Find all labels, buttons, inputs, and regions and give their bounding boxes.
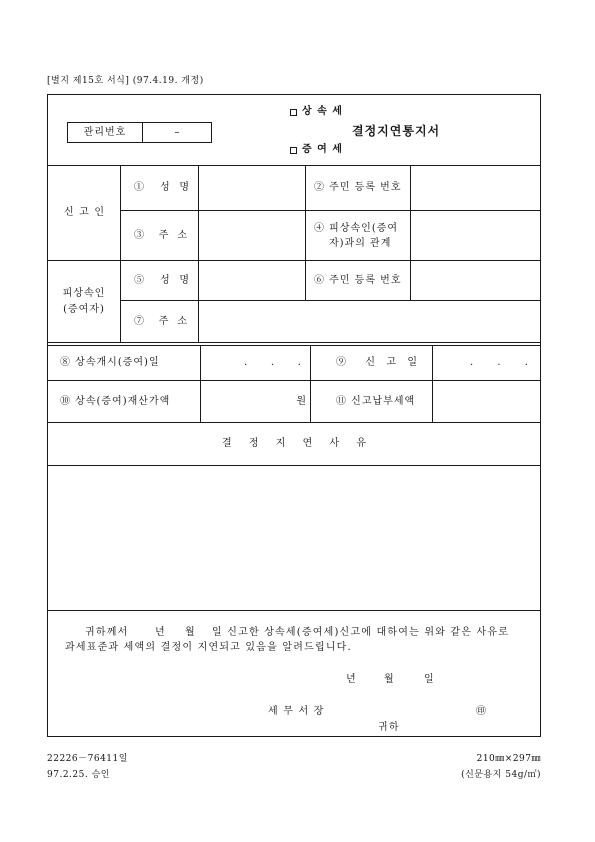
decedent-group-label — [48, 261, 121, 343]
reporter-id-field[interactable] — [411, 166, 540, 211]
management-number-value: – — [174, 126, 180, 138]
filing-date-field[interactable] — [433, 346, 540, 381]
reporter-address-label-text: ③ 주 소 — [134, 229, 187, 241]
inheritance-start-date-field[interactable] — [201, 346, 311, 381]
property-value-label-text: ⑩ 상속(증여)재산가액 — [60, 395, 171, 407]
filing-date-label — [311, 346, 433, 381]
reporter-name-label-text: ① 성 명 — [134, 182, 189, 193]
delay-reason-field[interactable] — [48, 466, 540, 611]
document-title: 결정지연통지서 — [352, 124, 441, 138]
reporter-relation-label-line: 자)과의 관계 — [329, 237, 392, 249]
notice-area — [48, 611, 540, 736]
inheritance-start-date-label-text: ⑧ 상속개시(증여)일 — [60, 357, 160, 368]
form-code: 22226－76411일 — [47, 754, 128, 764]
reporter-name-field[interactable] — [199, 166, 306, 211]
property-value-field[interactable] — [201, 381, 311, 423]
tax-type-option-gift[interactable] — [290, 144, 343, 156]
reporter-relation-label-line: ④ 피상속인(증여 — [314, 222, 399, 234]
decedent-address-label — [121, 301, 199, 343]
date-placeholder: . . . — [244, 357, 301, 368]
reporter-address-field[interactable] — [199, 211, 306, 261]
management-number-label: 관리번호 — [68, 123, 143, 142]
paper-size: 210㎜×297㎜ — [476, 754, 541, 764]
decedent-address-field[interactable] — [199, 301, 540, 343]
date-placeholder: . . . — [470, 357, 528, 368]
reporter-address-label — [121, 211, 199, 261]
notice-month-word: 월 — [185, 627, 196, 638]
currency-unit: 원 — [296, 395, 306, 407]
notice-date-month: 월 — [384, 674, 395, 685]
tax-type-label: 증 여 세 — [302, 144, 343, 155]
reporter-name-label — [121, 166, 199, 211]
filing-date-label-text: ⑨ 신 고 일 — [336, 357, 417, 368]
seal-mark: ㊞ — [476, 706, 488, 717]
property-value-label — [48, 381, 201, 423]
inheritance-start-date-label — [48, 346, 201, 381]
decedent-group-label-line: (증여자) — [63, 303, 105, 315]
tax-type-option-inheritance[interactable] — [290, 106, 343, 118]
decedent-id-label-text: ⑥ 주민 등록 번호 — [314, 274, 402, 286]
notice-text-line: 과세표준과 세액의 결정이 지연되고 있음을 알려드립니다. — [65, 642, 352, 653]
notice-year-word: 년 — [155, 627, 166, 638]
paper-spec: (신문용지 54g/㎡) — [461, 770, 541, 780]
tax-paid-field[interactable] — [433, 381, 540, 423]
form-frame — [47, 94, 541, 737]
addressee-label: 귀하 — [378, 722, 400, 733]
reporter-id-label — [306, 166, 411, 211]
decedent-name-label-text: ⑤ 성 명 — [134, 274, 189, 286]
reporter-relation-label — [306, 211, 411, 261]
reporter-group-text: 신 고 인 — [64, 207, 104, 218]
issuer-label: 세 무 서 장 — [268, 706, 325, 717]
tax-paid-label-text: ⑪ 신고납부세액 — [336, 395, 416, 407]
delay-reason-heading-text: 결 정 지 연 사 유 — [222, 438, 366, 449]
decedent-id-label — [306, 261, 411, 301]
approval-date: 97.2.25. 승인 — [47, 770, 110, 780]
decedent-id-field[interactable] — [411, 261, 540, 301]
notice-date-year: 년 — [346, 674, 357, 685]
decedent-name-field[interactable] — [199, 261, 306, 301]
notice-text-part: 일 신고한 상속세(증여세)신고에 대하여는 위와 같은 사유로 — [212, 627, 510, 638]
decedent-group-label-line: 피상속인 — [62, 287, 106, 299]
tax-type-label: 상 속 세 — [302, 106, 343, 117]
notice-text-part: 귀하께서 — [85, 627, 129, 638]
tax-paid-label — [311, 381, 433, 423]
delay-reason-heading — [48, 423, 540, 466]
checkbox[interactable] — [290, 109, 297, 116]
reporter-relation-field[interactable] — [411, 211, 540, 261]
reporter-group-label — [48, 166, 121, 261]
reporter-id-label-text: ② 주민 등록 번호 — [314, 182, 402, 193]
decedent-name-label — [121, 261, 199, 301]
form-reference-note: [별지 제15호 서식] (97.4.19. 개정) — [47, 76, 204, 86]
management-number-box — [67, 122, 212, 143]
checkbox[interactable] — [290, 147, 297, 154]
notice-date-day: 일 — [424, 674, 435, 685]
decedent-address-label-text: ⑦ 주 소 — [134, 315, 187, 327]
